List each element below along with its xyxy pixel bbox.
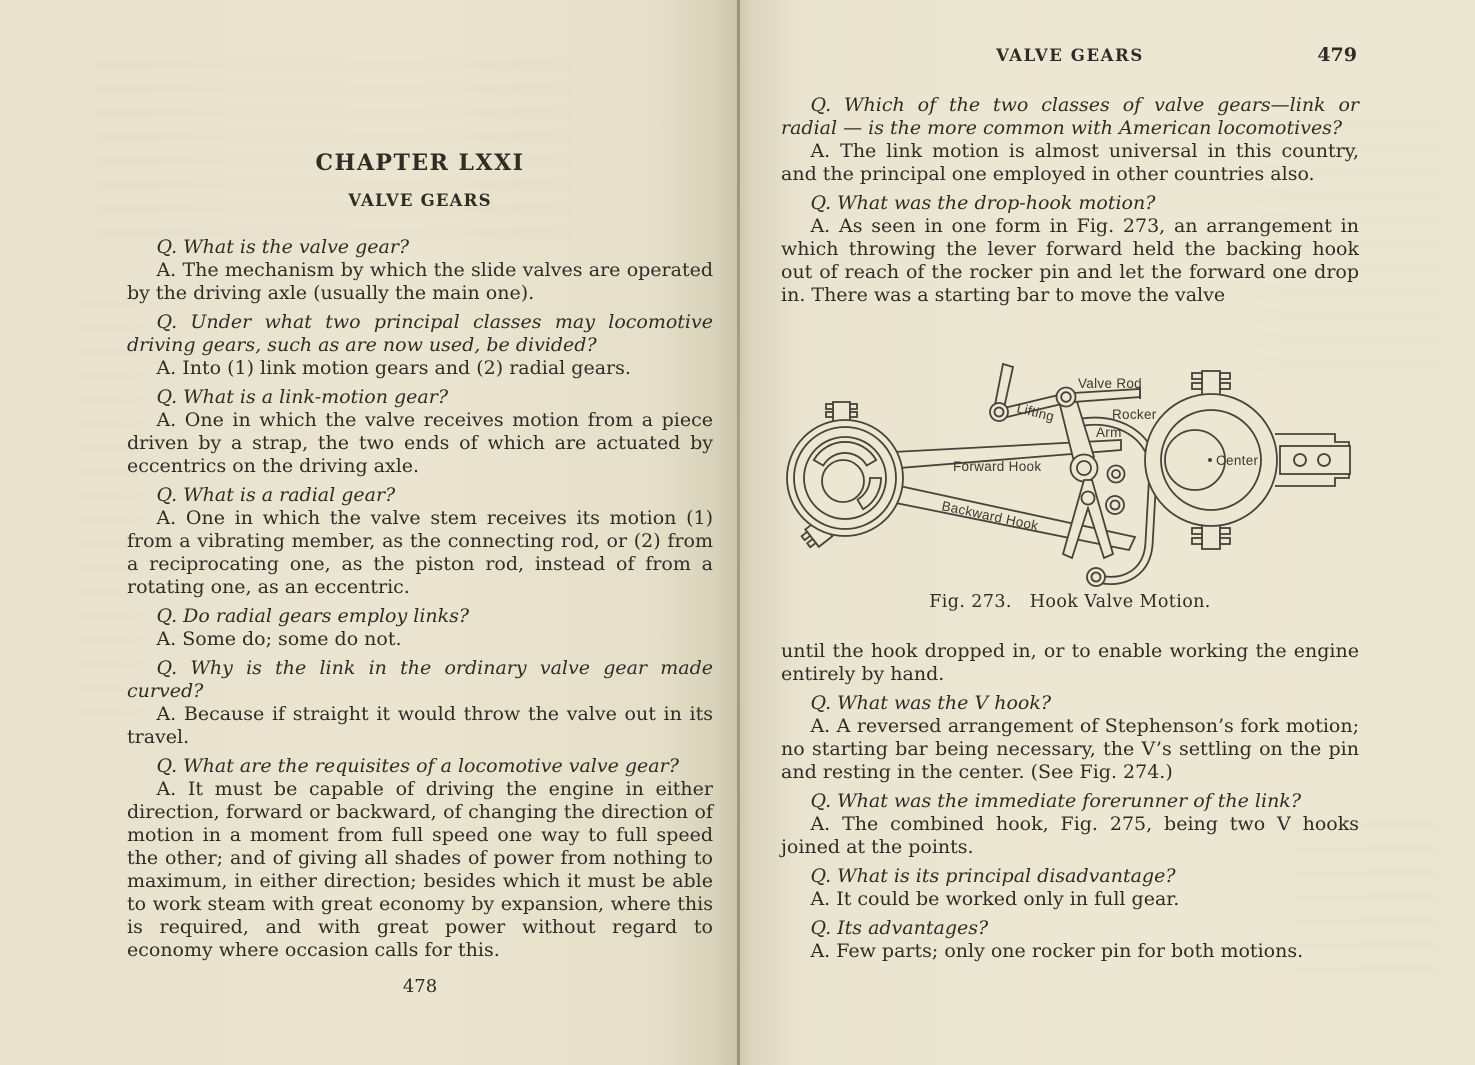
figure-label-backward-hook: Backward Hook: [940, 498, 1040, 534]
answer-paragraph: A. Into (1) link motion gears and (2) radial gears.: [156, 357, 631, 379]
figure-label-valve-rod: Valve Rod: [1078, 376, 1142, 391]
chapter-subtitle: VALVE GEARS: [348, 191, 492, 210]
answer-paragraph: A. A reversed arrangement of Stephenson’s fork motion; no starting bar being necessary, the V’s settling on the pin and resting in the center. (See Fig. 274.): [781, 715, 1359, 783]
question-paragraph: Q. What was the drop-hook motion?: [810, 192, 1156, 214]
eccentric-strap: [787, 402, 903, 551]
v-hooks: [1063, 466, 1125, 587]
question-paragraph: Q. Its advantages?: [810, 917, 989, 939]
figure-label-center: Center: [1216, 453, 1259, 468]
answer-paragraph: A. The mechanism by which the slide valves are operated by the driving axle (usually the main one).: [127, 259, 713, 304]
continuation-paragraph: until the hook dropped in, or to enable working the engine entirely by hand.: [781, 640, 1359, 685]
question-paragraph: Q. Which of the two classes of valve gears—link or radial — is the more common with American locomotives?: [781, 94, 1359, 139]
right-page: [739, 0, 1475, 1065]
figure-label-rocker: Rocker: [1112, 407, 1157, 422]
answer-paragraph: A. One in which the valve receives motion from a piece driven by a strap, the two ends of which are actuated by eccentrics on the driving axle.: [127, 409, 713, 477]
question-paragraph: Q. What are the requisites of a locomotive valve gear?: [156, 755, 679, 777]
figure-label-forward-hook: Forward Hook: [953, 459, 1042, 474]
answer-paragraph: A. The combined hook, Fig. 275, being two V hooks joined at the points.: [781, 813, 1359, 858]
right-page-text-column-upper: [781, 88, 1359, 307]
right-page-text-column-lower: [781, 640, 1359, 963]
question-paragraph: Q. What was the V hook?: [810, 692, 1052, 714]
left-page-number: 478: [402, 976, 438, 997]
question-paragraph: Q. What is a radial gear?: [156, 484, 396, 506]
running-header: [781, 46, 1359, 70]
answer-paragraph: A. One in which the valve stem receives its motion (1) from a vibrating member, as the connecting rod, or (2) from a reciprocating one, as the piston rod, instead of from a rotating one, as an eccentric.: [127, 507, 713, 598]
answer-paragraph: A. Because if straight it would throw the valve out in its travel.: [127, 703, 713, 748]
figure-caption: Fig. 273. Hook Valve Motion.: [929, 592, 1211, 612]
question-paragraph: Q. What was the immediate forerunner of the link?: [810, 790, 1302, 812]
answer-paragraph: A. Few parts; only one rocker pin for both motions.: [810, 940, 1304, 962]
running-title: VALVE GEARS: [996, 46, 1144, 65]
hook-valve-motion-figure: [783, 358, 1358, 596]
question-paragraph: Q. What is a link-motion gear?: [156, 386, 449, 408]
figure-label-arm: Arm: [1096, 425, 1122, 440]
figure-label-lifting: Lifting: [1015, 400, 1056, 425]
answer-paragraph: A. It must be capable of driving the engine in either direction, forward or backward, of changing the direction of motion in a moment from full speed one way to full speed the other; and of giving all shades of power from nothing to maximum, in either direction; besides which it must be able to work steam with great economy by expansion, where this is required, and with great power without regard to economy where occasion calls for this.: [127, 778, 713, 961]
question-paragraph: Q. Under what two principal classes may locomotive driving gears, such as are now used, be divided?: [127, 311, 713, 356]
hook-valve-motion-drawing: [783, 358, 1358, 596]
question-paragraph: Q. What is the valve gear?: [156, 236, 410, 258]
answer-paragraph: A. The link motion is almost universal in this country, and the principal one employed in other countries also.: [781, 140, 1359, 185]
answer-paragraph: A. It could be worked only in full gear.: [810, 888, 1180, 910]
answer-paragraph: A. As seen in one form in Fig. 273, an arrangement in which throwing the lever forward held the backing hook out of reach of the rocker pin and let the forward one drop in. There was a starting bar to move the valve: [781, 215, 1359, 306]
left-page-text-column: [127, 230, 713, 962]
chapter-heading: CHAPTER LXXI: [315, 150, 525, 176]
question-paragraph: Q. What is its principal disadvantage?: [810, 865, 1176, 887]
question-paragraph: Q. Do radial gears employ links?: [156, 605, 470, 627]
page-gutter: [737, 0, 740, 1065]
question-paragraph: Q. Why is the link in the ordinary valve gear made curved?: [127, 657, 713, 702]
answer-paragraph: A. Some do; some do not.: [156, 628, 402, 650]
right-page-number: 479: [1317, 44, 1357, 66]
